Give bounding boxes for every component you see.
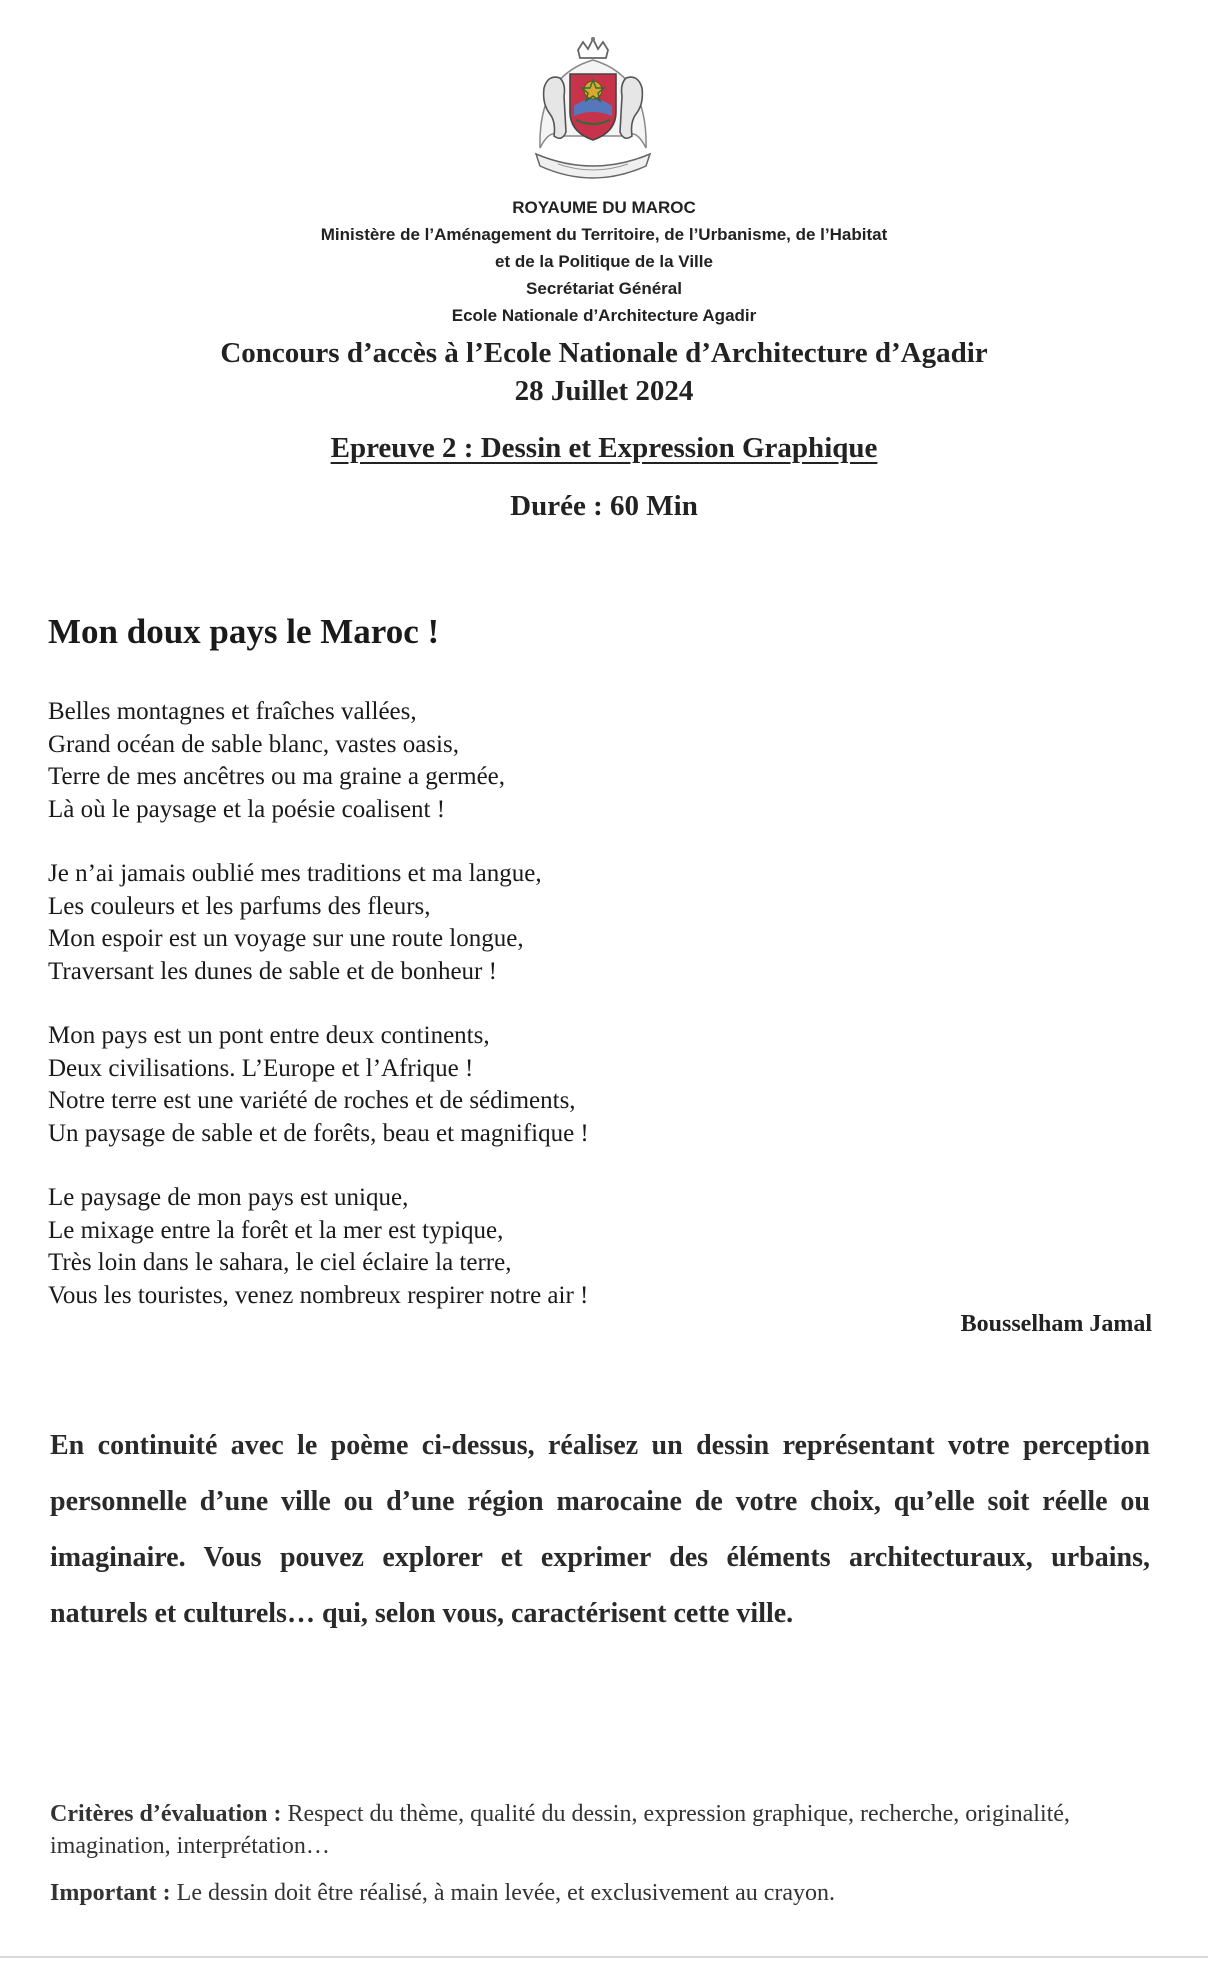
poem-stanza-4 [48,1182,588,1312]
school-line: Ecole Nationale d’Architecture Agadir [451,306,757,325]
ministry-line: Ministère de l’Aménagement du Territoire, de l’Urbanisme, de l’Habitat [320,225,888,244]
poem-stanza-3 [48,1020,589,1150]
poem-line: Notre terre est une variété de roches et de sédiments, [48,1087,576,1114]
evaluation-criteria [50,1798,1160,1862]
institution-header [0,194,1208,329]
scan-edge-divider [0,1956,1208,1958]
poem-line: Terre de mes ancêtres ou ma graine a germée, [48,763,506,790]
secretariat-line: Secrétariat Général [526,279,682,298]
poem-line: Je n’ai jamais oublié mes traditions et ma langue, [48,860,542,887]
poem-line: Deux civilisations. L’Europe et l’Afrique ! [48,1054,474,1082]
poem-line: Très loin dans le sahara, le ciel éclaire la terre, [48,1249,512,1276]
ministry-line-cont: et de la Politique de la Ville [495,252,713,271]
poem-title: Mon doux pays le Maroc ! [48,612,440,651]
poem-line: Un paysage de sable et de forêts, beau et magnifique ! [48,1119,589,1147]
poem-line: Traversant les dunes de sable et de bonheur ! [48,957,497,985]
important-label: Important : [50,1880,171,1906]
moroccan-coat-of-arms-icon [518,36,668,186]
criteria-label: Critères d’évaluation : [50,1801,282,1827]
poem-line: Mon espoir est un voyage sur une route longue, [48,925,524,952]
poem-author: Bousselham Jamal [960,1311,1152,1337]
poem-stanza-1 [48,696,505,826]
poem-line: Les couleurs et les parfums des fleurs, [48,892,431,920]
poem-line: Vous les touristes, venez nombreux respirer notre air ! [48,1281,589,1309]
poem-stanza-2 [48,858,542,988]
important-text: Le dessin doit être réalisé, à main levée, et exclusivement au crayon. [170,1880,836,1906]
exam-subject [0,432,1208,465]
exam-subject-text: Epreuve 2 : Dessin et Expression Graphique [330,432,878,464]
exam-date: 28 Juillet 2024 [514,375,694,407]
criteria-text: Respect du thème, qualité du dessin, expression graphique, recherche, originalité, imagination, interprétation… [50,1801,1070,1859]
exam-title-text: Concours d’accès à l’Ecole Nationale d’Architecture d’Agadir [220,337,988,369]
poem-line: Grand océan de sable blanc, vastes oasis, [48,730,459,758]
poem-line: Mon pays est un pont entre deux continents, [48,1022,490,1049]
exam-instruction: En continuité avec le poème ci-dessus, réalisez un dessin représentant votre perception personnelle d’une ville ou d’une région marocaine de votre choix, qu’elle soit réelle ou imaginaire. Vous pouvez explorer et exprimer des éléments architecturaux, urbains, naturels et culturels… qui, selon vous, caractérisent cette ville. [50,1430,1150,1629]
poem-line: Le mixage entre la forêt et la mer est typique, [48,1216,504,1244]
kingdom-line: ROYAUME DU MAROC [512,198,696,217]
exam-title [0,334,1208,410]
poem-line: Là où le paysage et la poésie coalisent ! [48,795,446,823]
exam-duration: Durée : 60 Min [510,490,698,522]
important-note [50,1880,1160,1907]
poem-line: Le paysage de mon pays est unique, [48,1184,409,1211]
poem-line: Belles montagnes et fraîches vallées, [48,698,417,725]
